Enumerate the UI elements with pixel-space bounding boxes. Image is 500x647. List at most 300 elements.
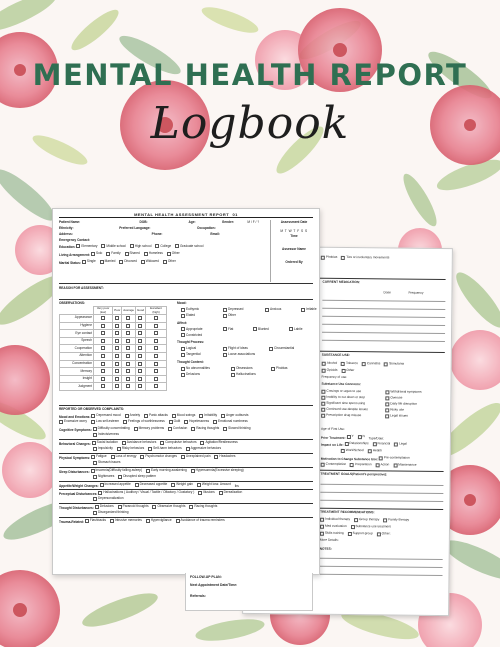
rating-cell[interactable]	[122, 368, 136, 376]
checkbox[interactable]	[91, 420, 95, 424]
checkbox[interactable]	[231, 373, 235, 377]
mood-emotions-2: Excessive worry Low self-esteem Feelings of worthlessness Guilt Hopelessness Emotional numbness	[59, 420, 313, 426]
dob-field[interactable]: DOB:	[139, 220, 148, 224]
checkbox[interactable]	[191, 469, 195, 473]
checkbox[interactable]	[138, 377, 142, 381]
checkbox[interactable]	[115, 324, 119, 328]
checkbox[interactable]	[321, 414, 325, 418]
checkbox[interactable]	[191, 427, 195, 431]
cognitive-symptoms-2: Indecisiveness	[93, 433, 313, 439]
checkbox[interactable]	[126, 377, 130, 381]
rating-cell[interactable]	[136, 352, 146, 360]
emergency-contact-field[interactable]: Emergency Contact:	[59, 237, 90, 242]
checkbox[interactable]	[368, 449, 372, 453]
checkbox[interactable]	[91, 469, 95, 473]
checkbox[interactable]	[320, 532, 324, 536]
checkbox[interactable]	[181, 308, 185, 312]
checkbox[interactable]	[198, 491, 202, 495]
rating-cell[interactable]	[113, 345, 122, 353]
checkbox[interactable]	[93, 433, 97, 437]
checkbox[interactable]	[350, 525, 354, 529]
checkbox[interactable]	[383, 518, 387, 522]
checkbox[interactable]	[93, 461, 97, 465]
checkbox[interactable]	[152, 505, 156, 509]
checkbox[interactable]	[181, 347, 185, 351]
rating-cell[interactable]	[94, 337, 113, 345]
checkbox[interactable]	[321, 408, 325, 412]
checkbox[interactable]	[265, 308, 269, 312]
checkbox[interactable]	[197, 483, 201, 487]
rating-cell[interactable]	[94, 383, 113, 391]
checkbox[interactable]	[93, 427, 97, 431]
col-excellent: Excellent (high)	[146, 307, 167, 315]
appetite-weight: Appetite/Weight Changes: Increased appetite Decreased appetite Weight gain Weight loss: Amount lbs	[59, 482, 239, 488]
checkbox[interactable]	[100, 483, 104, 487]
checkbox[interactable]	[289, 327, 293, 331]
behavioral-changes-2: Impulsivity Risky behaviors Self-harm behaviors Aggressive behaviors	[93, 447, 313, 453]
rating-cell[interactable]	[146, 330, 167, 338]
col-very-poor: Very poor (low)	[94, 307, 113, 315]
substance-options: Alcohol Tobacco Cannabis Stimulants	[322, 362, 445, 369]
checkbox[interactable]	[93, 447, 97, 451]
checkbox[interactable]	[101, 354, 105, 358]
rating-cell[interactable]	[136, 375, 146, 383]
checkbox[interactable]	[101, 316, 105, 320]
checkbox[interactable]	[154, 362, 158, 366]
checkbox[interactable]	[154, 384, 158, 388]
checkbox[interactable]	[181, 333, 185, 337]
checkbox[interactable]	[146, 519, 150, 523]
rating-cell[interactable]	[113, 352, 122, 360]
checkbox[interactable]	[138, 339, 142, 343]
checkbox[interactable]	[118, 475, 122, 479]
time-label: Time	[290, 234, 298, 239]
checkbox[interactable]	[322, 369, 326, 373]
checkbox[interactable]	[321, 396, 325, 400]
checkbox[interactable]	[341, 256, 345, 260]
rating-cell[interactable]	[136, 322, 146, 330]
rating-cell[interactable]	[146, 322, 167, 330]
checkbox[interactable]	[189, 505, 193, 509]
email-field[interactable]: Email:	[210, 231, 220, 236]
rating-cell[interactable]	[122, 315, 136, 323]
checkbox[interactable]	[141, 260, 145, 264]
checkbox[interactable]	[354, 518, 358, 522]
checkbox[interactable]	[394, 442, 398, 446]
rating-cell[interactable]	[136, 337, 146, 345]
checkbox[interactable]	[106, 252, 110, 256]
checkbox[interactable]	[115, 362, 119, 366]
checkbox[interactable]	[321, 256, 325, 260]
checkbox[interactable]	[154, 369, 158, 373]
checkbox[interactable]	[125, 252, 129, 256]
checkbox[interactable]	[118, 505, 122, 509]
checkbox[interactable]	[154, 377, 158, 381]
checkbox[interactable]	[223, 347, 227, 351]
rating-cell[interactable]	[146, 368, 167, 376]
checkbox[interactable]	[154, 331, 158, 335]
patient-name-field[interactable]: Patient Name:	[59, 220, 81, 224]
rating-cell[interactable]	[94, 345, 113, 353]
checkbox[interactable]	[168, 427, 172, 431]
cognitive-symptoms: Cognitive Symptoms: Difficulty concentrating Memory problems Confusion Racing thoughts Slowed thinking	[59, 426, 251, 432]
front-form-page	[52, 208, 320, 575]
checkbox[interactable]	[92, 441, 96, 445]
checkbox[interactable]	[348, 532, 352, 536]
checkbox[interactable]	[379, 456, 383, 460]
checkbox[interactable]	[134, 427, 138, 431]
checkbox[interactable]	[144, 252, 148, 256]
checkbox[interactable]	[138, 354, 142, 358]
checkbox[interactable]	[223, 314, 227, 318]
checkbox[interactable]	[271, 367, 275, 371]
rating-cell[interactable]	[146, 337, 167, 345]
observation-label: Concentration	[60, 360, 94, 368]
recs-3: Skills training Support group Other:	[320, 532, 443, 539]
checkbox[interactable]	[101, 377, 105, 381]
checkbox[interactable]	[385, 408, 389, 412]
back-top-checks: Phobias Tics or involuntary movements	[321, 256, 446, 263]
checkbox[interactable]	[385, 396, 389, 400]
checkbox[interactable]	[269, 347, 273, 351]
rating-cell[interactable]	[136, 330, 146, 338]
checkbox[interactable]	[372, 442, 376, 446]
checkbox[interactable]	[384, 362, 388, 366]
checkbox[interactable]	[98, 491, 102, 495]
perceptual-disturbances: Perceptual Disturbances: Hallucinations ( Auditory / Visual / Tactile / Olfactory / Gustatory ) Illusions Derealization	[59, 490, 243, 496]
checkbox[interactable]	[223, 327, 227, 331]
rating-cell[interactable]	[136, 345, 146, 353]
checkbox[interactable]	[138, 346, 142, 350]
checkbox[interactable]	[140, 455, 144, 459]
checkbox[interactable]	[100, 260, 104, 264]
observations-table	[59, 306, 167, 391]
checkbox[interactable]	[101, 369, 105, 373]
ethnicity-field[interactable]: Ethnicity:	[59, 225, 74, 230]
rating-cell[interactable]	[94, 352, 113, 360]
checkbox[interactable]	[154, 346, 158, 350]
checkbox[interactable]	[115, 354, 119, 358]
checkbox[interactable]	[171, 483, 175, 487]
checkbox[interactable]	[154, 316, 158, 320]
checkbox[interactable]	[111, 455, 115, 459]
checkbox[interactable]	[126, 324, 130, 328]
physical-symptoms: Physical Symptoms: Fatigue Loss of energy Psychomotor changes Unexplained pain Headaches	[59, 454, 236, 460]
rating-cell[interactable]	[113, 330, 122, 338]
checkbox[interactable]	[76, 244, 80, 248]
checkbox[interactable]	[101, 362, 105, 366]
checkbox[interactable]	[301, 308, 305, 312]
checkbox[interactable]	[181, 455, 185, 459]
observation-label: Memory	[60, 368, 94, 376]
rating-cell[interactable]	[136, 360, 146, 368]
observation-row	[60, 352, 167, 360]
checkbox[interactable]	[82, 260, 86, 264]
checkbox[interactable]	[146, 469, 150, 473]
checkbox[interactable]	[385, 390, 389, 394]
checkbox[interactable]	[95, 505, 99, 509]
checkbox[interactable]	[101, 244, 105, 248]
checkbox[interactable]	[126, 384, 130, 388]
rating-cell[interactable]	[94, 375, 113, 383]
checkbox[interactable]	[138, 384, 142, 388]
impact-on-life: Impact on Life: Relationships Financial Legal	[320, 441, 407, 447]
checkbox[interactable]	[138, 324, 142, 328]
checkbox[interactable]	[181, 314, 185, 318]
referrals-field[interactable]: Referrals:	[190, 594, 206, 598]
checkbox[interactable]	[181, 373, 185, 377]
treatment-goals-label: TREATMENT GOALS(Patient's perspective):	[320, 471, 388, 477]
next-appointment-field[interactable]: Next Appointment Date/Time:	[190, 583, 238, 587]
rating-cell[interactable]	[122, 375, 136, 383]
rating-cell[interactable]	[113, 337, 122, 345]
weekday-selector[interactable]: M T W T F S S	[280, 228, 308, 233]
observation-label: Insight	[60, 375, 94, 383]
checkbox[interactable]	[115, 384, 119, 388]
more-details: More Details:	[319, 537, 339, 542]
behavioral-changes: Behavioral Changes: Social isolation Avoidance behaviors Compulsive behaviors Agitation/Restlessness	[59, 440, 238, 446]
checkbox[interactable]	[144, 414, 148, 418]
rating-cell[interactable]	[122, 345, 136, 353]
checkbox[interactable]	[377, 532, 381, 536]
age-field[interactable]: Age:	[188, 220, 196, 224]
checkbox[interactable]	[253, 327, 257, 331]
checkbox[interactable]	[320, 525, 324, 529]
concern-options: Cravings or urges to use Withdrawal symptoms Inability to cut down or stop Overuse Significant time spent using Daily life disruption Continued use despite issues Risky use Prescription drug misuse Legal issues	[321, 390, 441, 419]
motivation: Motivation to Change Substance Use: Pre-contemplation	[320, 455, 410, 462]
checkbox[interactable]	[181, 367, 185, 371]
checkbox[interactable]	[321, 390, 325, 394]
checkbox[interactable]	[322, 362, 326, 366]
rating-cell[interactable]	[146, 315, 167, 323]
observation-label: Speech	[60, 337, 94, 345]
checkbox[interactable]	[199, 414, 203, 418]
checkbox[interactable]	[321, 402, 325, 406]
rating-cell[interactable]	[136, 383, 146, 391]
reason-label: REASON FOR ASSESSMENT:	[59, 286, 104, 290]
checkbox[interactable]	[101, 346, 105, 350]
recs-2: Med evaluation Substance use treatment	[320, 525, 443, 532]
observation-row	[60, 322, 167, 330]
checkbox[interactable]	[130, 244, 134, 248]
checkbox[interactable]	[344, 442, 348, 446]
physical-symptoms-2: Stomach issues	[93, 461, 313, 467]
checkbox[interactable]	[125, 414, 129, 418]
occupation-field[interactable]: Occupation:	[197, 225, 216, 230]
checkbox[interactable]	[101, 339, 105, 343]
checkbox[interactable]	[169, 420, 173, 424]
checkbox[interactable]	[91, 414, 95, 418]
sleep-disturbances-2: Nightmares Disrupted sleep pattern	[93, 475, 313, 481]
checkbox[interactable]	[175, 244, 179, 248]
frequency-of-use: Frequency of use:	[321, 374, 348, 379]
checkbox[interactable]	[341, 369, 345, 373]
checkbox[interactable]	[223, 427, 227, 431]
checkbox[interactable]	[115, 316, 119, 320]
rating-cell[interactable]	[122, 330, 136, 338]
checkbox[interactable]	[223, 308, 227, 312]
checkbox[interactable]	[385, 414, 389, 418]
rating-cell[interactable]	[122, 352, 136, 360]
checkbox[interactable]	[110, 519, 114, 523]
checkbox[interactable]	[362, 362, 366, 366]
checkbox[interactable]	[167, 252, 171, 256]
complaints-label: REPORTED OR OBSERVED COMPLAINTS:	[59, 407, 125, 411]
checkbox[interactable]	[91, 252, 95, 256]
checkbox[interactable]	[341, 449, 345, 453]
checkbox[interactable]	[123, 420, 127, 424]
thought-disturbances-2: Disorganized thinking	[93, 511, 313, 517]
rating-cell[interactable]	[94, 360, 113, 368]
rating-cell[interactable]	[113, 322, 122, 330]
observation-label: Judgment	[60, 383, 94, 391]
cover-subtitle: Logbook	[150, 98, 350, 149]
checkbox[interactable]	[119, 260, 123, 264]
rating-cell[interactable]	[122, 337, 136, 345]
observations-label: OBSERVATIONS:	[59, 301, 86, 305]
checkbox[interactable]	[214, 455, 218, 459]
checkbox[interactable]	[321, 463, 325, 467]
checkbox[interactable]	[115, 369, 119, 373]
checkbox[interactable]	[341, 362, 345, 366]
rating-cell[interactable]	[113, 315, 122, 323]
recommendations-label: TREATMENT RECOMMENDATIONS:	[320, 509, 375, 515]
checkbox[interactable]	[213, 420, 217, 424]
rating-cell[interactable]	[146, 383, 167, 391]
assessor-name-label: Assessor Name	[282, 247, 306, 252]
sleep-disturbances: Sleep Disturbances: Insomnia(Difficulty falling asleep) Early morning awakening Hypersomnia(Excessive sleeping)	[59, 468, 244, 474]
cover-title: MENTAL HEALTH REPORT	[32, 58, 468, 92]
checkbox[interactable]	[126, 362, 130, 366]
checkbox[interactable]	[184, 420, 188, 424]
checkbox[interactable]	[122, 441, 126, 445]
gender-field[interactable]: Gender:	[221, 220, 235, 224]
observation-label: Hygiene	[60, 322, 94, 330]
checkbox[interactable]	[154, 324, 158, 328]
rating-cell[interactable]	[146, 375, 167, 383]
rating-cell[interactable]	[136, 315, 146, 323]
checkbox[interactable]	[163, 260, 167, 264]
checkbox[interactable]	[59, 420, 63, 424]
observation-row	[60, 360, 167, 368]
medication-frequency-header: Frequency	[408, 290, 424, 295]
checkbox[interactable]	[231, 367, 235, 371]
observation-row	[60, 330, 167, 338]
checkbox[interactable]	[126, 316, 130, 320]
checkbox[interactable]	[176, 519, 180, 523]
rating-cell[interactable]	[94, 322, 113, 330]
checkbox[interactable]	[126, 354, 130, 358]
checkbox[interactable]	[85, 519, 89, 523]
checkbox[interactable]	[155, 244, 159, 248]
checkbox[interactable]	[200, 441, 204, 445]
phone-field[interactable]: Phone:	[151, 231, 163, 236]
mental-status-column: Mood: Euthymic Depressed Anxious Irritable Elated Other Affect: Appropriate Flat Blunted Labile Constricted Thought Process: Logical Flight of ideas Circumstantial Tangential Loose associations Thought Content: No abnormalities Obsessions Phobias Delusions Hallucinations	[177, 301, 317, 376]
perceptual-disturbances-2: Depersonalization	[93, 497, 313, 503]
checkbox[interactable]	[181, 327, 185, 331]
observation-row	[60, 383, 167, 391]
checkbox[interactable]	[135, 483, 139, 487]
language-field[interactable]: Preferred Language:	[119, 225, 151, 230]
checkbox[interactable]	[138, 331, 142, 335]
concerns-label: Substance Use Concerns:	[321, 381, 362, 387]
checkbox[interactable]	[186, 447, 190, 451]
checkbox[interactable]	[101, 324, 105, 328]
rating-cell[interactable]	[94, 315, 113, 323]
checkbox[interactable]	[115, 339, 119, 343]
checkbox[interactable]	[126, 339, 130, 343]
checkbox[interactable]	[115, 331, 119, 335]
rating-cell[interactable]	[122, 383, 136, 391]
rating-cell[interactable]	[94, 330, 113, 338]
page-number: 01	[232, 212, 238, 217]
checkbox[interactable]	[101, 384, 105, 388]
checkbox[interactable]	[115, 377, 119, 381]
checkbox[interactable]	[375, 463, 379, 467]
checkbox[interactable]	[181, 353, 185, 357]
checkbox[interactable]	[160, 441, 164, 445]
checkbox[interactable]	[393, 463, 397, 467]
checkbox[interactable]	[117, 447, 121, 451]
checkbox[interactable]	[93, 475, 97, 479]
checkbox[interactable]	[154, 354, 158, 358]
follow-up-label: FOLLOW-UP PLAN:	[190, 575, 222, 579]
checkbox[interactable]	[223, 353, 227, 357]
rating-cell[interactable]	[113, 368, 122, 376]
rating-cell[interactable]	[113, 383, 122, 391]
observation-row	[60, 315, 167, 323]
rating-cell[interactable]	[113, 360, 122, 368]
observation-row	[60, 375, 167, 383]
checkbox[interactable]	[350, 463, 354, 467]
checkbox[interactable]	[126, 346, 130, 350]
checkbox[interactable]	[219, 491, 223, 495]
medication-label: CURRENT MEDICATION:	[322, 279, 361, 285]
checkbox[interactable]	[320, 518, 324, 522]
checkbox[interactable]	[148, 447, 152, 451]
checkbox[interactable]	[154, 339, 158, 343]
rating-cell[interactable]	[146, 345, 167, 353]
checkbox[interactable]	[126, 331, 130, 335]
checkbox[interactable]	[221, 414, 225, 418]
address-field[interactable]: Address:	[59, 231, 73, 236]
patient-info: Patient Name: DOB: Age: Gender: M / F / ? Ethnicity: Preferred Language: Occupation: Address: Phone: Email: Emergency Contact: Education: Elementary Middle school High school College Graduate school Living Arrangement: Solo Family Shared Homeless Other Marital Status: Single Married Divorced Widowed Other	[59, 221, 267, 266]
checkbox[interactable]	[101, 331, 105, 335]
checkbox[interactable]	[172, 414, 176, 418]
checkbox[interactable]	[357, 435, 361, 439]
checkbox[interactable]	[138, 369, 142, 373]
observation-label: Appearance	[60, 315, 94, 323]
checkbox[interactable]	[138, 362, 142, 366]
observation-row	[60, 345, 167, 353]
rating-cell[interactable]	[146, 352, 167, 360]
rating-cell[interactable]	[113, 375, 122, 383]
rating-cell[interactable]	[122, 322, 136, 330]
checkbox[interactable]	[115, 346, 119, 350]
rating-cell[interactable]	[122, 360, 136, 368]
rating-cell[interactable]	[94, 368, 113, 376]
checkbox[interactable]	[126, 369, 130, 373]
checkbox[interactable]	[93, 497, 97, 501]
rating-cell[interactable]	[136, 368, 146, 376]
checkbox[interactable]	[91, 455, 95, 459]
checkbox[interactable]	[93, 511, 97, 515]
checkbox[interactable]	[346, 435, 350, 439]
mood-emotions: Mood and Emotions: Depressed mood Anxiety Panic attacks Mood swings Irritability Anger outbursts	[59, 413, 249, 419]
checkbox[interactable]	[138, 316, 142, 320]
rating-cell[interactable]	[146, 360, 167, 368]
checkbox[interactable]	[385, 402, 389, 406]
